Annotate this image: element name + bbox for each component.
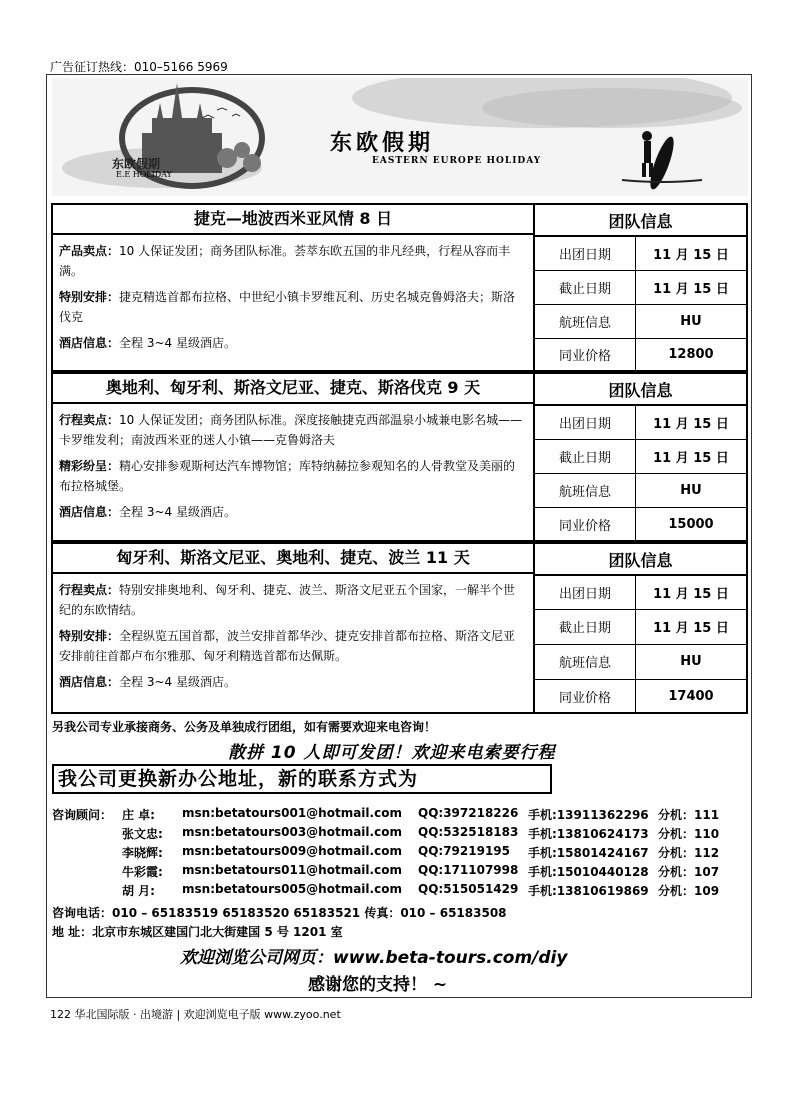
info-value: 11 月 15 日 [636,236,747,270]
info-value: HU [636,473,747,507]
contact-row [52,806,742,825]
contact-phone: 手机:13810624173 [528,827,649,841]
package-item: 特别安排：捷克精选首都布拉格、中世纪小镇卡罗维瓦利、历史名城克鲁姆洛夫；斯洛伐克 [59,290,516,324]
contact-qq: QQ:515051429 [418,882,519,896]
contact-label: 咨询顾问： [52,808,113,822]
package-item: 酒店信息：全程 3~4 星级酒店。 [59,336,236,350]
package-item: 精彩纷呈：精心安排参观斯柯达汽车博物馆；库特纳赫拉参观知名的人骨教堂及美丽的布拉格城堡。 [59,459,516,493]
contact-msn[interactable]: msn:betatours011@hotmail.com [182,863,402,877]
package-item: 酒店信息：全程 3~4 星级酒店。 [59,505,236,519]
price-value: 15000 [668,516,714,532]
contact-msn[interactable]: msn:betatours009@hotmail.com [182,844,402,858]
website-link[interactable]: 欢迎浏览公司网页：www.beta-tours.com/diy [180,948,568,968]
contact-row [52,844,742,863]
package-item: 行程卖点：10 人保证发团；商务团队标准。深度接触捷克西部温泉小城兼电影名城——卡罗维发利；南波西米亚的迷人小镇——克鲁姆洛夫 [59,413,523,447]
contact-name: 李晓辉: [122,846,163,860]
flower-icon [217,142,261,172]
contact-name: 牛彩霞: [122,865,163,879]
info-key: 截止日期 [535,270,636,304]
office-address: 地 址：北京市东城区建国门北大街建国 5 号 1201 室 [52,925,343,939]
header-subtitle: EASTERN EUROPE HOLIDAY [372,156,542,166]
contact-msn[interactable]: msn:betatours003@hotmail.com [182,825,402,839]
surfer-icon [622,131,702,192]
info-key: 同业价格 [535,679,636,713]
info-key: 截止日期 [535,439,636,473]
info-value: HU [636,644,747,679]
info-value: 11 月 15 日 [636,609,747,644]
contact-phone: 手机:13810619869 [528,884,649,898]
contact-qq: QQ:397218226 [418,806,519,820]
contact-name: 庄 卓: [122,808,155,822]
team-info-header: 团队信息 [535,205,746,236]
info-key: 出团日期 [535,575,636,609]
contact-row [52,863,742,882]
contact-ext: 分机：112 [658,846,720,860]
package-item: 产品卖点：10 人保证发团；商务团队标准。荟萃东欧五国的非凡经典，行程从容而丰满。 [59,244,511,278]
team-info-header: 团队信息 [535,374,746,405]
contact-phone: 手机:15801424167 [528,846,649,860]
contact-list [52,806,742,901]
package-title: 捷克—地波西米亚风情 8 日 [53,205,533,235]
info-key: 航班信息 [535,644,636,679]
slogan: 散拼 10 人即可发团！欢迎来电索要行程 [228,743,556,763]
info-key: 航班信息 [535,304,636,338]
package-details [53,374,535,540]
package-card [51,542,748,714]
team-info [535,544,746,712]
info-key: 同业价格 [535,338,636,371]
info-value: 11 月 15 日 [636,439,747,473]
contact-msn[interactable]: msn:betatours005@hotmail.com [182,882,402,896]
contact-row [52,825,742,844]
team-info [535,205,746,370]
info-key: 截止日期 [535,609,636,644]
package-details [53,205,535,370]
contact-ext: 分机：110 [658,827,720,841]
contact-qq: QQ:171107998 [418,863,519,877]
team-info-header: 团队信息 [535,544,746,575]
package-title: 匈牙利、斯洛文尼亚、奥地利、捷克、波兰 11 天 [53,544,533,574]
info-key: 出团日期 [535,236,636,270]
info-value: HU [636,304,747,338]
contact-phone: 手机:15010440128 [528,865,649,879]
package-card [51,372,748,542]
consult-phone: 咨询电话：010 – 65183519 65183520 65183521 传真：010 – 65183508 [52,906,507,920]
contact-ext: 分机：109 [658,884,720,898]
contact-qq: QQ:79219195 [418,844,510,858]
new-address-notice: 我公司更换新办公地址，新的联系方式为 [52,764,552,794]
contact-ext: 分机：111 [658,808,720,822]
package-item: 酒店信息：全程 3~4 星级酒店。 [59,675,236,689]
info-key: 航班信息 [535,473,636,507]
contact-qq: QQ:532518183 [418,825,519,839]
package-item: 行程卖点：特别安排奥地利、匈牙利、捷克、波兰、斯洛文尼亚五个国家，一解半个世纪的东欧情结。 [59,583,516,617]
ad-hotline: 广告征订热线：010–5166 5969 [50,60,228,74]
package-title: 奥地利、匈牙利、斯洛文尼亚、捷克、斯洛伐克 9 天 [53,374,533,404]
info-value: 11 月 15 日 [636,270,747,304]
header-title: 东欧假期 [330,131,435,156]
contact-ext: 分机：107 [658,865,720,879]
contact-row [52,882,742,901]
contact-name: 胡 月: [122,884,155,898]
contact-name: 张文忠: [122,827,163,841]
price-value: 12800 [668,347,714,363]
info-key: 同业价格 [535,507,636,541]
logo-subtext: E.E HOLIDAY [116,170,172,179]
price-value: 17400 [668,688,714,704]
package-card [51,203,748,372]
logo-text: 东欧假期 [112,157,161,171]
birds-icon [202,108,240,118]
business-note: 另我公司专业承接商务、公务及单独成行团组，如有需要欢迎来电咨询！ [52,720,437,734]
info-value: 11 月 15 日 [636,575,747,609]
info-key: 出团日期 [535,405,636,439]
team-info [535,374,746,540]
thanks-text: 感谢您的支持！ ~ [308,975,448,995]
page-footer: 122 华北国际版 · 出境游 | 欢迎浏览电子版 www.zyoo.net [50,1008,341,1021]
package-details [53,544,535,712]
contact-phone: 手机:13911362296 [528,808,649,822]
info-value: 11 月 15 日 [636,405,747,439]
contact-msn[interactable]: msn:betatours001@hotmail.com [182,806,402,820]
package-item: 特别安排：全程纵览五国首都，波兰安排首都华沙、捷克安排首都布拉格、斯洛文尼亚安排前往首都卢布尔雅那、匈牙利精选首都布达佩斯。 [59,629,516,663]
